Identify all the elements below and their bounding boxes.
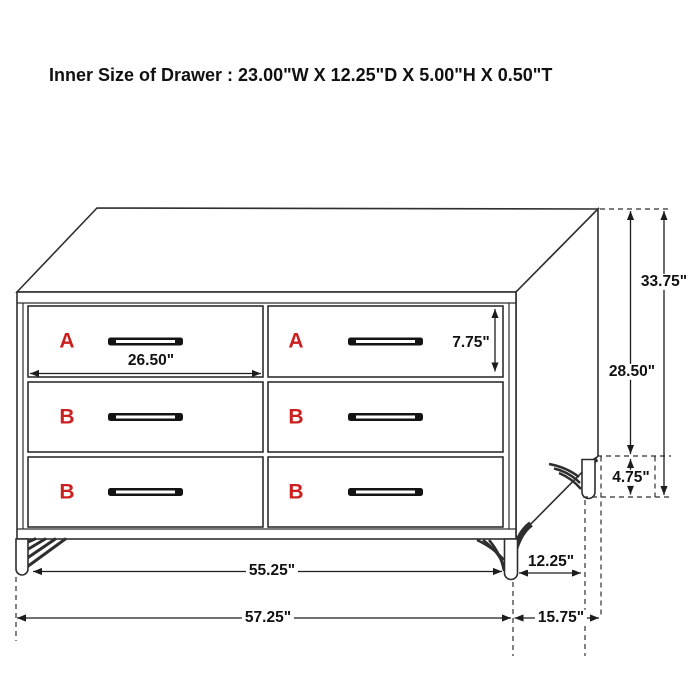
- dim-label-leg-height: 4.75": [609, 470, 653, 486]
- drawer-handle: [348, 338, 423, 346]
- drawer-handle: [348, 413, 423, 421]
- drawer-handle: [108, 488, 183, 496]
- dim-label-overall-width: 57.25": [242, 610, 294, 626]
- drawer-handle: [108, 413, 183, 421]
- top-panel: [17, 208, 598, 292]
- drawer-letter: B: [288, 405, 304, 429]
- dim-label-front-leg-spacing: 55.25": [246, 563, 298, 579]
- dim-label-overall-depth: 15.75": [535, 610, 587, 626]
- drawer-letter: A: [288, 329, 304, 353]
- diagram-title: Inner Size of Drawer : 23.00"W X 12.25"D X 5.00"H X 0.50"T: [49, 65, 553, 85]
- dim-label-overall-height: 33.75": [638, 274, 690, 290]
- drawer-letter: B: [59, 405, 75, 429]
- drawer-letter: B: [288, 480, 304, 504]
- drawer-handle: [348, 488, 423, 496]
- drawer-letter: A: [59, 329, 75, 353]
- drawer-handle: [108, 338, 183, 346]
- dim-label-drawer-front-width: 26.50": [125, 353, 177, 369]
- dim-label-case-height: 28.50": [606, 364, 658, 380]
- dim-label-top-drawer-height: 7.75": [449, 335, 493, 351]
- drawer-letter: B: [59, 480, 75, 504]
- dim-label-leg-depth-spacing: 12.25": [525, 554, 577, 570]
- leg-front-left: [16, 539, 66, 576]
